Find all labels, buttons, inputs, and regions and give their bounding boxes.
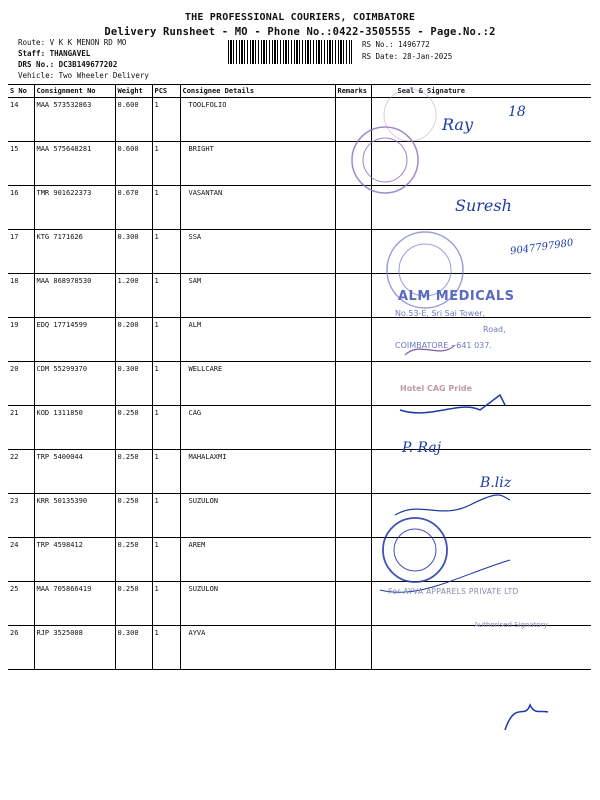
rs-date: RS Date: 28-Jan-2025	[362, 52, 453, 61]
cell-consignee: TOOLFOLIO	[180, 98, 335, 142]
stamp-alm-medicals-address	[395, 306, 506, 354]
stamp-address-line-2: Road,	[483, 325, 506, 334]
barcode	[228, 40, 352, 64]
stamp-hotel-cag: Hotel CAG Pride	[400, 384, 473, 393]
cell-weight: 0.250	[115, 582, 152, 626]
cell-signature	[371, 230, 591, 274]
cell-consignment-no: MAA 573532863	[34, 98, 115, 142]
cell-pcs: 1	[152, 230, 180, 274]
cell-consignment-no: KOD 1311850	[34, 406, 115, 450]
cell-remarks	[335, 626, 371, 670]
cell-consignment-no: MAA 575648281	[34, 142, 115, 186]
vehicle-label: Vehicle: Two Wheeler Delivery	[18, 71, 149, 80]
cell-pcs: 1	[152, 186, 180, 230]
company-title: THE PROFESSIONAL COURIERS, COIMBATORE	[184, 12, 416, 23]
stamp-authorised-signatory: Authorised Signatory	[474, 621, 548, 629]
col-seal-signature: Seal & Signature	[371, 85, 591, 98]
cell-pcs: 1	[152, 98, 180, 142]
cell-pcs: 1	[152, 362, 180, 406]
cell-remarks	[335, 582, 371, 626]
rs-number: RS No.: 1496772	[362, 40, 430, 49]
handwritten-sign-3: Suresh	[455, 196, 512, 215]
cell-remarks	[335, 98, 371, 142]
cell-weight: 1.200	[115, 274, 152, 318]
cell-sno: 26	[8, 626, 34, 670]
cell-pcs: 1	[152, 142, 180, 186]
cell-weight: 0.600	[115, 142, 152, 186]
staff-label: Staff: THANGAVEL	[18, 49, 91, 58]
handwritten-sign-1: Ray	[442, 115, 473, 134]
table-row	[8, 362, 591, 406]
cell-signature	[371, 538, 591, 582]
cell-consignment-no: RJP 3525008	[34, 626, 115, 670]
cell-consignment-no: TRP 4598412	[34, 538, 115, 582]
route-label: Route: V K K MENON RD MO	[18, 38, 127, 47]
stamp-address-line-1: No.53-E, Sri Sai Tower,	[395, 309, 486, 318]
cell-pcs: 1	[152, 406, 180, 450]
cell-weight: 0.250	[115, 406, 152, 450]
col-pcs: PCS	[152, 85, 180, 98]
cell-pcs: 1	[152, 450, 180, 494]
cell-consignee: SUZULON	[180, 582, 335, 626]
runsheet-table	[8, 84, 591, 670]
cell-pcs: 1	[152, 274, 180, 318]
cell-signature	[371, 626, 591, 670]
cell-consignment-no: TRP 5400044	[34, 450, 115, 494]
cell-consignment-no: MAA 868978530	[34, 274, 115, 318]
cell-weight: 0.250	[115, 538, 152, 582]
cell-consignee: WELLCARE	[180, 362, 335, 406]
cell-sno: 23	[8, 494, 34, 538]
handwritten-phone: 9047797980	[509, 237, 575, 258]
cell-consignee: SSA	[180, 230, 335, 274]
cell-consignee: CAG	[180, 406, 335, 450]
cell-remarks	[335, 406, 371, 450]
table-row	[8, 406, 591, 450]
cell-remarks	[335, 494, 371, 538]
runsheet-subtitle: Delivery Runsheet - MO - Phone No.:0422-3505555 - Page.No.:2	[104, 26, 496, 38]
cell-sno: 21	[8, 406, 34, 450]
cell-weight: 0.670	[115, 186, 152, 230]
stamp-ayva-apparels: For AYVA APPARELS PRIVATE LTD	[388, 587, 519, 596]
cell-remarks	[335, 230, 371, 274]
cell-weight: 0.600	[115, 98, 152, 142]
table-row	[8, 538, 591, 582]
cell-sno: 18	[8, 274, 34, 318]
cell-consignee: ALM	[180, 318, 335, 362]
cell-remarks	[335, 142, 371, 186]
cell-sno: 16	[8, 186, 34, 230]
cell-consignment-no: CDM 55299370	[34, 362, 115, 406]
cell-sno: 14	[8, 98, 34, 142]
cell-consignment-no: EDQ 17714599	[34, 318, 115, 362]
cell-consignment-no: KTG 7171626	[34, 230, 115, 274]
handwritten-sign-5: B.liz	[480, 475, 512, 491]
cell-sno: 15	[8, 142, 34, 186]
cell-remarks	[335, 538, 371, 582]
cell-consignment-no: KRR 50135390	[34, 494, 115, 538]
col-consignment-no: Consignment No	[34, 85, 115, 98]
table-row	[8, 230, 591, 274]
cell-remarks	[335, 318, 371, 362]
cell-signature	[371, 98, 591, 142]
col-sno: S No	[8, 85, 34, 98]
cell-signature	[371, 142, 591, 186]
cell-weight: 0.250	[115, 494, 152, 538]
stamp-address-line-3: COIMBATORE - 641 037.	[395, 341, 492, 350]
cell-sno: 24	[8, 538, 34, 582]
cell-consignee: AYVA	[180, 626, 335, 670]
col-consignee: Consignee Details	[180, 85, 335, 98]
cell-remarks	[335, 274, 371, 318]
cell-weight: 0.300	[115, 362, 152, 406]
cell-weight: 0.250	[115, 450, 152, 494]
cell-sno: 17	[8, 230, 34, 274]
cell-consignment-no: TMR 901622373	[34, 186, 115, 230]
handwritten-sign-4: P. Raj	[402, 440, 442, 456]
col-weight: Weight	[115, 85, 152, 98]
cell-sno: 22	[8, 450, 34, 494]
cell-weight: 0.300	[115, 230, 152, 274]
table-row	[8, 142, 591, 186]
cell-signature	[371, 494, 591, 538]
cell-sno: 20	[8, 362, 34, 406]
cell-pcs: 1	[152, 494, 180, 538]
cell-weight: 0.200	[115, 318, 152, 362]
handwritten-sign-2: 18	[508, 104, 526, 120]
cell-remarks	[335, 362, 371, 406]
stamp-alm-medicals-name: ALM MEDICALS	[398, 289, 515, 304]
cell-pcs: 1	[152, 538, 180, 582]
cell-sno: 19	[8, 318, 34, 362]
cell-consignee: SUZULON	[180, 494, 335, 538]
table-header-row	[8, 85, 591, 98]
drs-number: DRS No.: DC3B149677202	[18, 60, 118, 69]
cell-consignee: VASANTAN	[180, 186, 335, 230]
cell-pcs: 1	[152, 318, 180, 362]
cell-remarks	[335, 186, 371, 230]
cell-consignee: BRIGHT	[180, 142, 335, 186]
cell-remarks	[335, 450, 371, 494]
cell-weight: 0.300	[115, 626, 152, 670]
signature-stroke-3	[505, 705, 548, 730]
table-row	[8, 626, 591, 670]
table-row	[8, 98, 591, 142]
cell-pcs: 1	[152, 582, 180, 626]
cell-consignment-no: MAA 705866419	[34, 582, 115, 626]
col-remarks: Remarks	[335, 85, 371, 98]
cell-sno: 25	[8, 582, 34, 626]
cell-consignee: MAHALAXMI	[180, 450, 335, 494]
cell-consignee: AREM	[180, 538, 335, 582]
table-row	[8, 494, 591, 538]
cell-consignee: SAM	[180, 274, 335, 318]
cell-pcs: 1	[152, 626, 180, 670]
